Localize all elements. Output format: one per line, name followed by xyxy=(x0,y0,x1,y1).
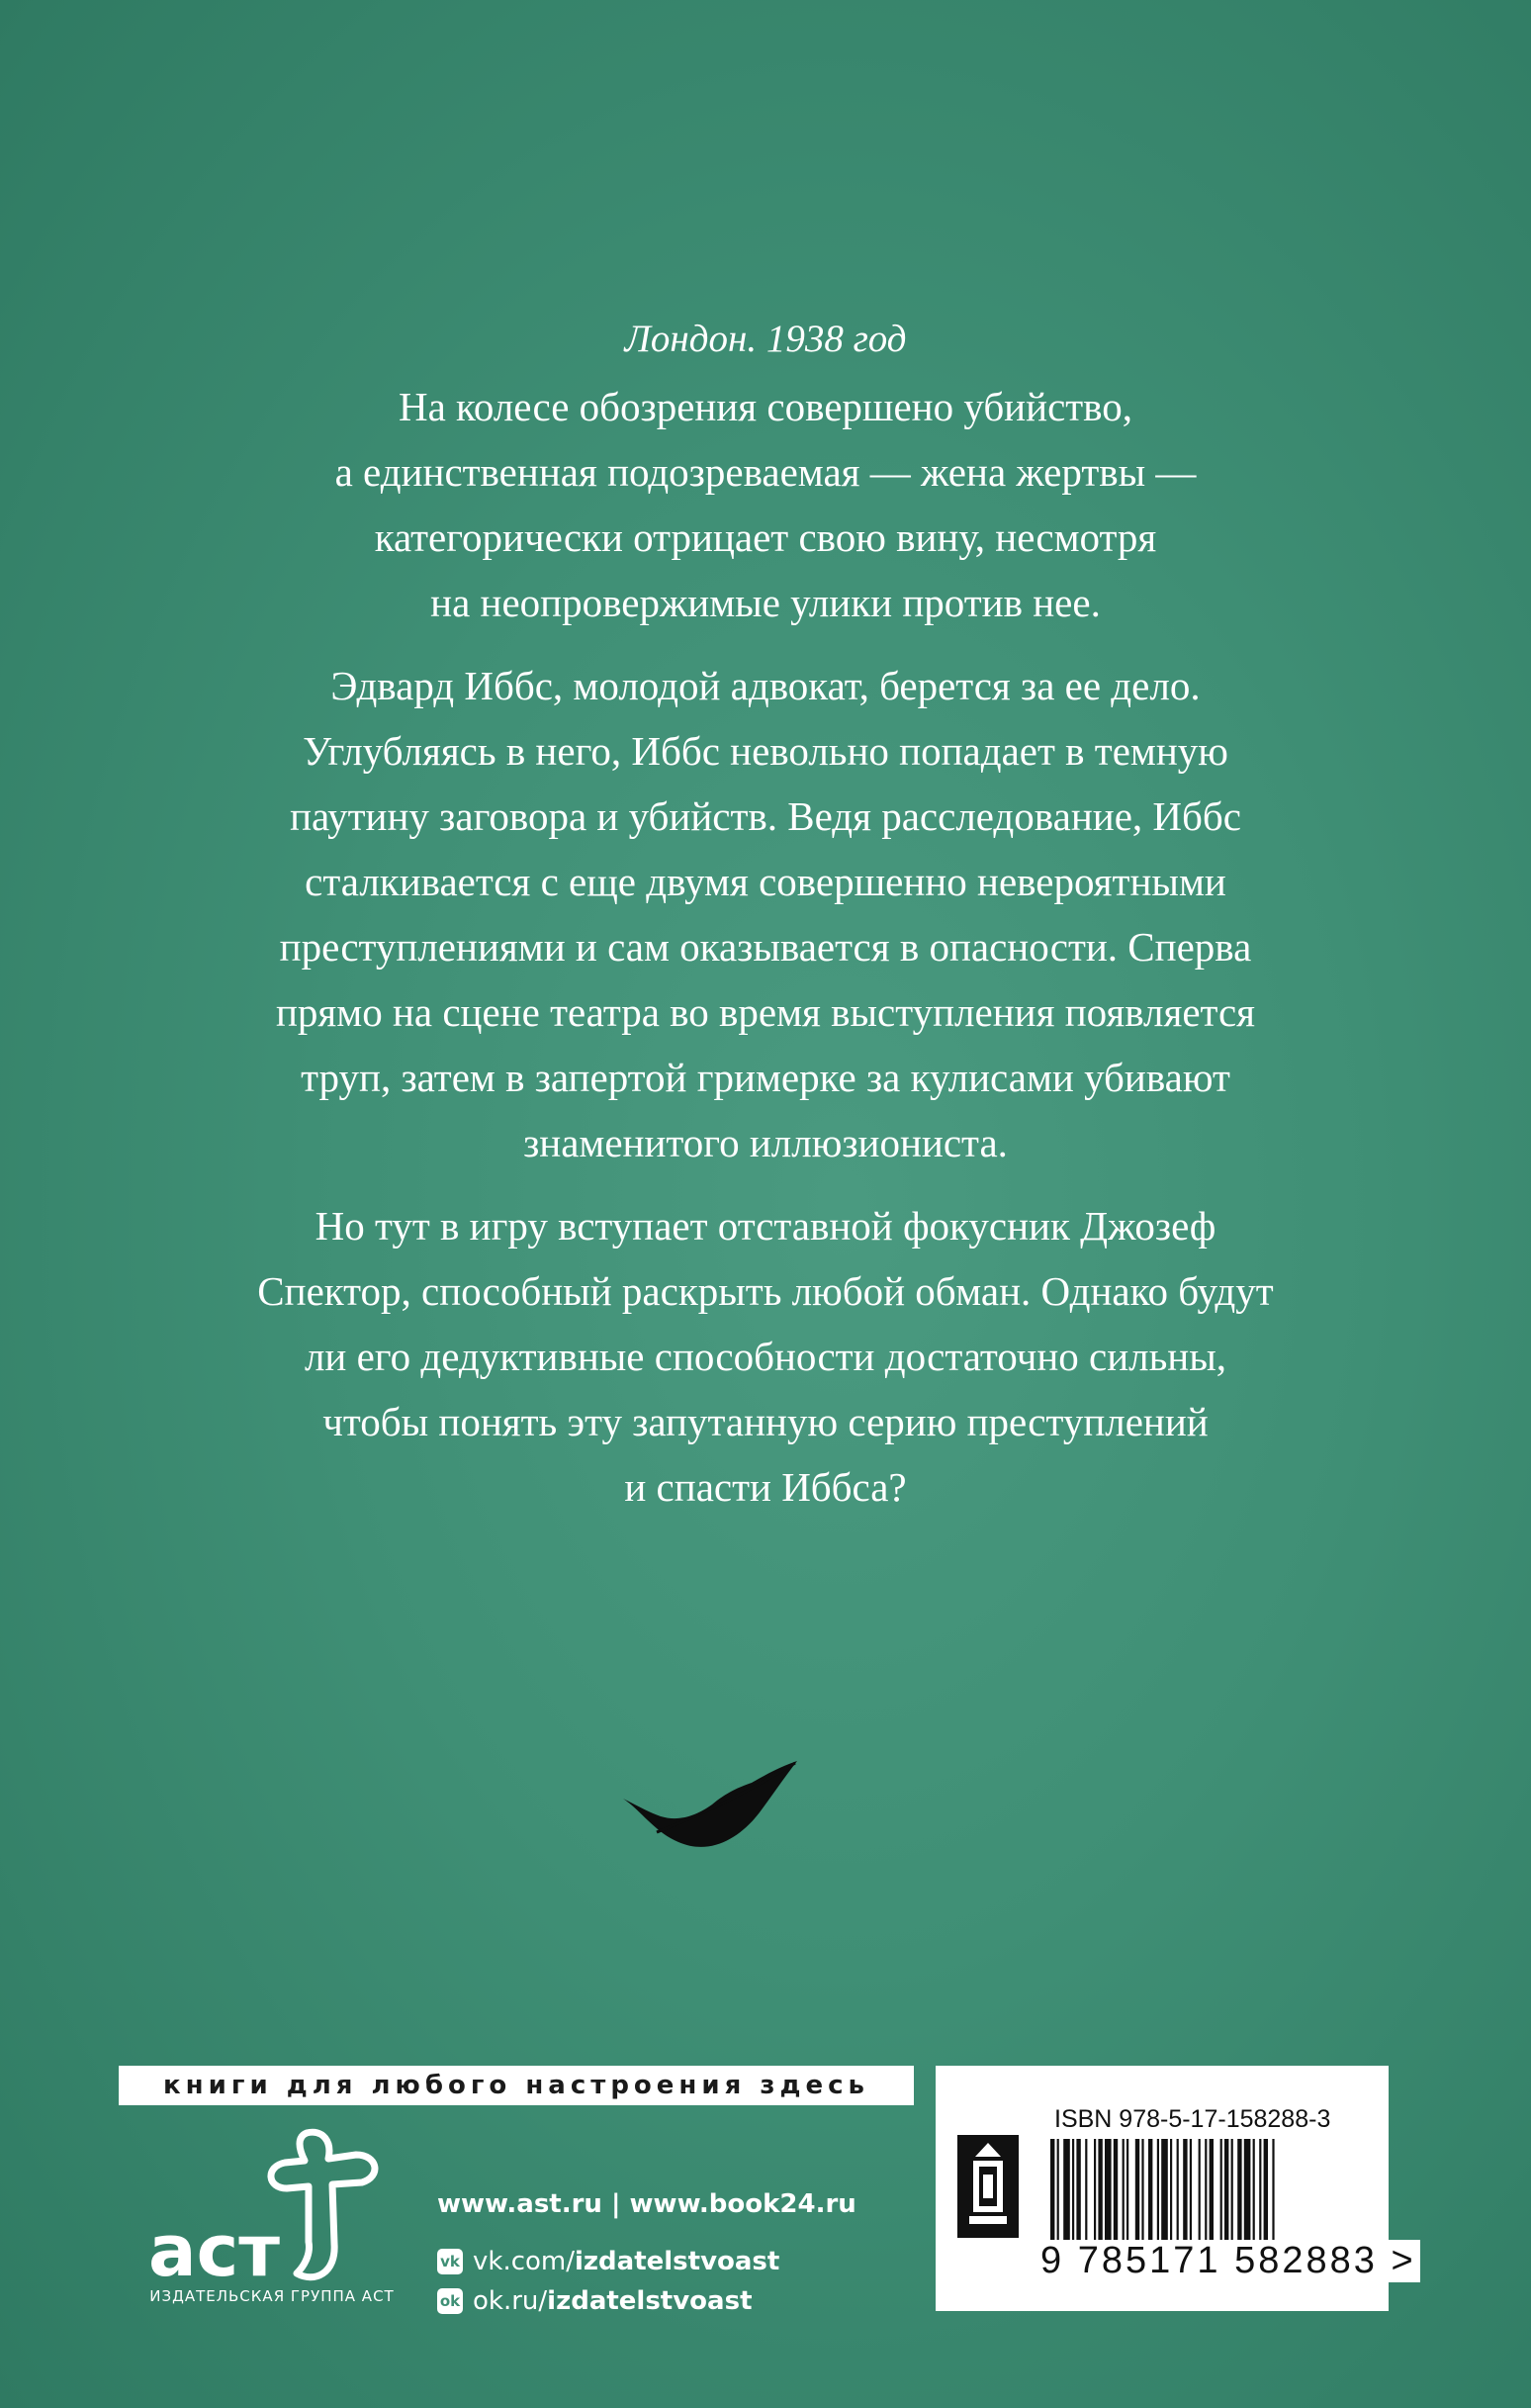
barcode-bar xyxy=(1105,2139,1112,2250)
barcode-bar xyxy=(1098,2139,1102,2250)
barcode-bar xyxy=(1114,2139,1118,2250)
barcode-bar xyxy=(1224,2139,1228,2250)
barcode-bar xyxy=(1141,2139,1143,2250)
paragraph-2 xyxy=(119,653,1412,1175)
paragraph-line: Углубляясь в него, Иббс невольно попадает в темную xyxy=(303,728,1228,774)
paragraph-line: знаменитого иллюзиониста. xyxy=(523,1120,1008,1165)
ok-handle: izdatelstvoast xyxy=(547,2286,753,2316)
barcode-bar xyxy=(1161,2139,1168,2250)
ok-link[interactable] xyxy=(437,2281,856,2321)
barcode-bar xyxy=(1199,2139,1201,2250)
paragraph-line: и спасти Иббса? xyxy=(624,1464,907,1510)
ok-icon: ok xyxy=(437,2288,463,2314)
barcode-bar xyxy=(1170,2139,1172,2250)
paragraph-line: чтобы понять эту запутанную серию преступлений xyxy=(322,1399,1209,1444)
paragraph-line: а единственная подозреваемая — жена жертвы — xyxy=(334,449,1197,495)
paragraph-line: паутину заговора и убийств. Ведя расследование, Иббс xyxy=(290,793,1241,839)
barcode-bar xyxy=(1072,2139,1074,2250)
paragraph-1 xyxy=(119,374,1412,635)
barcode-bar xyxy=(1220,2139,1222,2250)
place-date: Лондон. 1938 год xyxy=(624,318,907,360)
paragraph-line: ли его дедуктивные способности достаточно сильны, xyxy=(304,1334,1227,1379)
blurb xyxy=(119,309,1412,1537)
ast-logo xyxy=(148,2125,396,2293)
barcode-bar xyxy=(1264,2139,1268,2250)
feather-icon xyxy=(621,1753,799,1872)
barcode-bar xyxy=(1183,2139,1187,2250)
barcode-digits xyxy=(1036,2240,1420,2282)
barcode-bar xyxy=(1148,2139,1152,2250)
paragraph-line: сталкивается с еще двумя совершенно невероятными xyxy=(305,859,1226,904)
links xyxy=(437,2184,856,2321)
paragraph-line: категорически отрицает свою вину, несмотря xyxy=(374,514,1157,560)
barcode-bar xyxy=(1231,2139,1233,2250)
barcode-bar xyxy=(1210,2139,1214,2250)
barcode-end-mark: > xyxy=(1391,2240,1416,2281)
vk-prefix: vk.com/ xyxy=(473,2247,575,2276)
barcode-bar xyxy=(1123,2139,1125,2250)
logo-text: аст xyxy=(148,2209,280,2292)
isbn-text: ISBN 978-5-17-158288-3 xyxy=(1054,2105,1331,2133)
paragraph-line: На колесе обозрения совершено убийство, xyxy=(398,384,1133,429)
paragraph-3 xyxy=(119,1193,1412,1520)
barcode-bar xyxy=(1057,2139,1059,2250)
barcode-bar xyxy=(1237,2139,1241,2250)
paragraph-line: прямо на сцене театра во время выступления появляется xyxy=(275,989,1256,1035)
barcode-bar xyxy=(1244,2139,1251,2250)
vk-icon: vk xyxy=(437,2249,463,2274)
barcode-first-digit: 9 xyxy=(1040,2240,1065,2281)
barcode-bar xyxy=(1157,2139,1159,2250)
website-links[interactable]: www.ast.ru | www.book24.ru xyxy=(437,2189,856,2219)
barcode-bar xyxy=(1135,2139,1139,2250)
barcode-bar xyxy=(1126,2139,1128,2250)
barcode-bar xyxy=(1190,2139,1192,2250)
paragraph-line: труп, затем в запертой гримерке за кулисами убивают xyxy=(301,1055,1230,1100)
barcode-bar xyxy=(1177,2139,1179,2250)
barcode-bar xyxy=(1094,2139,1096,2250)
barcode-box xyxy=(936,2066,1416,2311)
paragraph-line: преступлениями и сам оказывается в опасности. Сперва xyxy=(279,924,1252,970)
tagline-banner: книги для любого настроения здесь xyxy=(119,2066,914,2105)
barcode-main-digits: 785171 582883 xyxy=(1077,2240,1378,2281)
paragraph-line: Но тут в игру вступает отставной фокусник Джозеф xyxy=(315,1203,1216,1249)
lantern-icon xyxy=(957,2135,1019,2238)
paragraph-line: на неопровержимые улики против нее. xyxy=(430,580,1101,625)
barcode-bar xyxy=(1259,2139,1261,2250)
paragraph-line: Спектор, способный раскрыть любой обман. Однако будут xyxy=(257,1268,1274,1314)
barcode-bar xyxy=(1085,2139,1087,2250)
paragraph-line: Эдвард Иббс, молодой адвокат, берется за ее дело. xyxy=(330,663,1201,708)
vk-link[interactable] xyxy=(437,2242,856,2281)
vk-handle: izdatelstvoast xyxy=(575,2247,780,2276)
ok-prefix: ok.ru/ xyxy=(473,2286,548,2316)
barcode-bar xyxy=(1050,2139,1054,2250)
barcode-bar xyxy=(1205,2139,1207,2250)
barcode-bar xyxy=(1272,2139,1274,2250)
barcode-bar xyxy=(1063,2139,1070,2250)
barcode-bar xyxy=(1253,2139,1255,2250)
barcode-bar xyxy=(1076,2139,1080,2250)
publisher-name: ИЗДАТЕЛЬСКАЯ ГРУППА АСТ xyxy=(149,2287,395,2305)
